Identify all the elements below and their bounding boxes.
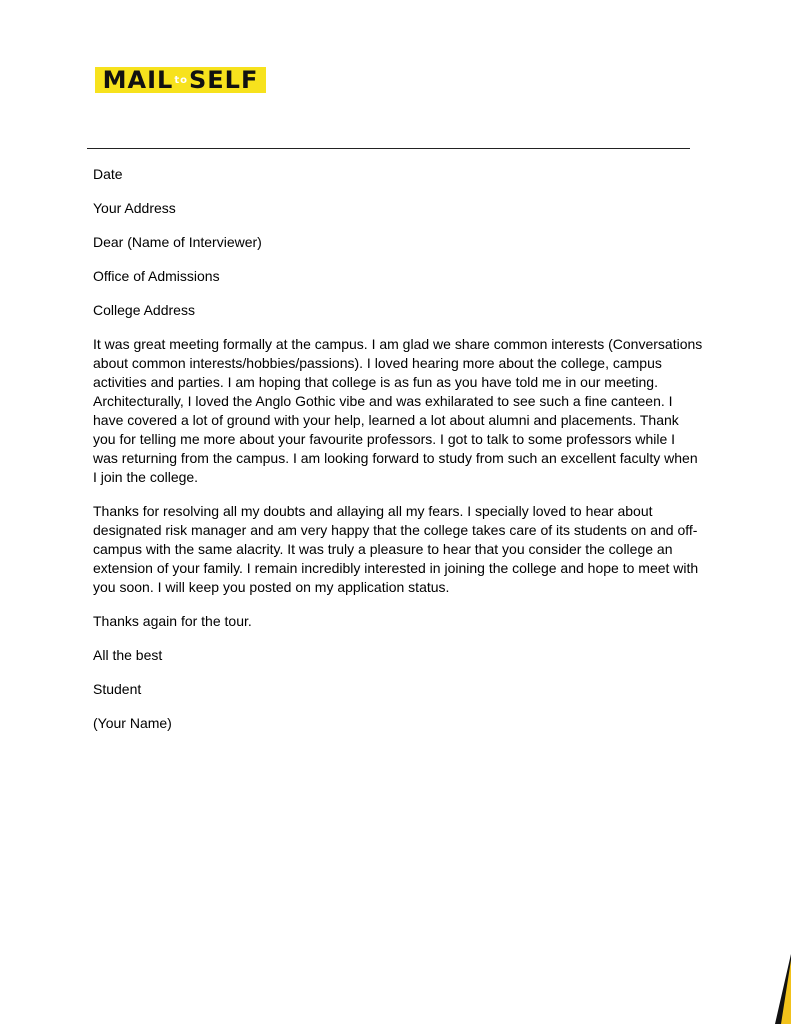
letter-body [93, 165, 703, 748]
recipient-address: College Address [93, 302, 195, 318]
letter-date: Date [93, 166, 123, 182]
thanks-line: Thanks again for the tour. [93, 613, 252, 629]
recipient-office: Office of Admissions [93, 268, 220, 284]
corner-decoration [771, 954, 791, 1024]
closing-line: All the best [93, 647, 163, 663]
salutation: Dear (Name of Interviewer) [93, 234, 262, 250]
sender-address: Your Address [93, 200, 176, 216]
body-paragraph-1: It was great meeting formally at the campus. I am glad we share common interests (Conversations about common interests/hobbies/passions). I loved hearing more about the college, campus activities and parties. I am hoping that college is as fun as you have told me in our meeting. Architecturally, I loved the Anglo Gothic vibe and was exhilarated to see such a fine canteen. I have covered a lot of ground with your help, learned a lot about alumni and placements. Thank you for telling me more about your favourite professors. I got to talk to some professors while I was returning from the campus. I am looking forward to study from such an excellent faculty when I join the college. [93, 336, 703, 485]
logo-text-mail: MAIL [102, 66, 174, 94]
signature-role: Student [93, 681, 142, 697]
header-divider [87, 148, 690, 149]
mail-to-self-logo [95, 67, 266, 93]
body-paragraph-2: Thanks for resolving all my doubts and allaying all my fears. I specially loved to hear about designated risk manager and am very happy that the college takes care of its students on and off-campus with the same alacrity. It was truly a pleasure to hear that you consider the college an extension of your family. I remain incredibly interested in joining the college and hope to meet with you soon. I will keep you posted on my application status. [93, 503, 699, 595]
signature-name: (Your Name) [93, 715, 172, 731]
logo-text-self: SELF [188, 66, 259, 94]
logo-text-to: to [174, 75, 188, 86]
